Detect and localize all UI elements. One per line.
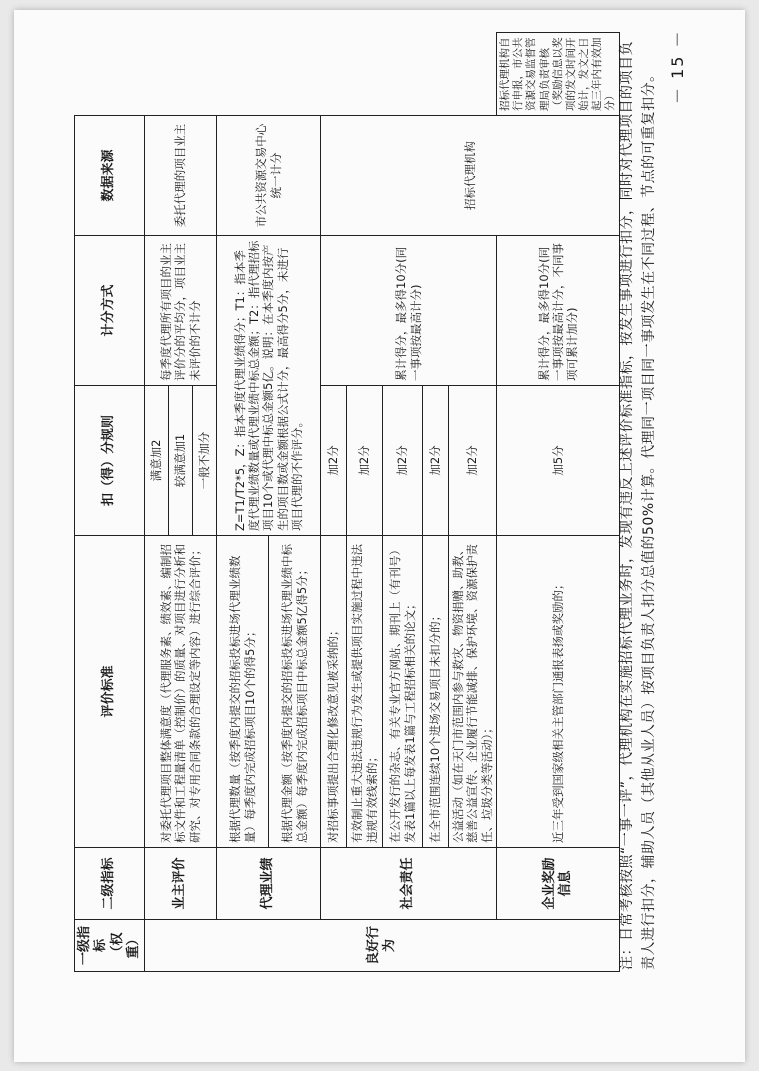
performance-source: 市公共资源交易中心统一计分 xyxy=(217,116,321,236)
social-standard-3: 在公开发行的杂志、有关专业官方网站、期刊上（有刊号）发表1篇以上每发表1篇与工程招标相关的论文； xyxy=(383,536,423,848)
honor-standard: 近三年受到国家级相关主管部门通报表扬或奖励的； xyxy=(497,536,620,848)
header-score-rule: 扣（得）分规则 xyxy=(75,386,145,536)
owner-rule-2: 较满意加1 xyxy=(169,386,193,536)
footnote: 注：日常考核按照“一事一评”，代理机构在实施招标代理业务时，发现有违反上述评价标准指标，按发生事项进行扣分，同时对代理项目的项目负责人进行扣分，辅助人员（其他从业人员）按项目负责人扣分总值的50%计算。代理同一项目同一事项发生在不同过程、节点的可重复扣分。 xyxy=(619,40,657,970)
header-method: 计分方式 xyxy=(75,236,145,386)
header-standard: 评价标准 xyxy=(75,536,145,848)
social-rule-1: 加2分 xyxy=(321,386,347,536)
table-row xyxy=(217,33,269,972)
social-method: 累计得分，最多得10分(同一事项按最高计分) xyxy=(321,236,497,386)
table-row xyxy=(321,33,347,972)
social-rule-4: 加2分 xyxy=(423,386,449,536)
owner-rule-3: 一般不加分 xyxy=(193,386,217,536)
owner-eval-standard: 对委托代理项目整体满意度（代理服务素、绩效素、编制招标文件和工程量清单（控制价）的质量、对项目进行分析和研究、对专用合同条款的合理设定等内容）进行综合评价； xyxy=(145,536,217,848)
evaluation-table xyxy=(74,32,620,972)
social-standard-4: 在全市范围连续10个进场交易项目未扣分的； xyxy=(423,536,449,848)
social-standard-1: 对招标事项提出合理化修改意见被采纳的； xyxy=(321,536,347,848)
header-level1: 一级指标 （权重） xyxy=(75,920,145,972)
rotated-page-content xyxy=(22,20,742,1060)
page-number: － 15 － xyxy=(668,29,687,104)
social-standard-2: 有效制止重大违法违规行为发生或提供项目实施过程中违法违规有效线索的； xyxy=(347,536,383,848)
honor-source: 招标代理机构自行申报，市公共资源交易监督管理局负责审核（奖励信息以奖项的发文时间开始计，发文之日起三年内有效加分） xyxy=(497,33,620,116)
performance-standard-count: 根据代理数量（按季度内提交的招标投标进场代理业绩数量）每季度内完成招标项目10个的得5分； xyxy=(217,536,269,848)
header-source: 数据来源 xyxy=(75,116,145,236)
owner-eval-name: 业主评价 xyxy=(145,848,217,920)
owner-rule-1: 满意加2 xyxy=(145,386,169,536)
social-rule-5: 加2分 xyxy=(449,386,497,536)
table-header-row xyxy=(75,33,145,972)
owner-eval-method: 每季度代理所有项目的业主评价分的平均分，项目业主未评价的不计分 xyxy=(145,236,217,386)
social-rule-3: 加2分 xyxy=(383,386,423,536)
performance-rule: Z=T1/T2*5，Z：指本季度代理业绩得分；T1：指本季度代理业绩数量或代理业绩中标总金额；T2：指代理招标项目10个或代理中标总金额5亿。说明：在本季度内按产生的项目数或金额根据公式计分，最高得分5分，未进行项目代理的不作评分。 xyxy=(217,236,321,536)
social-standard-5: 公益活动（如在天门市范围内参与救灾、物资捐赠、助教、慈善公益宣传、企业履行节能减排、保护环境、资源保护责任、垃圾分类等活动）； xyxy=(449,536,497,848)
owner-eval-source: 委托代理的项目业主 xyxy=(145,116,217,236)
document-page xyxy=(14,10,745,1062)
table-row xyxy=(145,33,169,972)
honor-rule: 加5分 xyxy=(497,386,620,536)
honor-name: 企业奖励信息 xyxy=(497,848,620,920)
social-source: 招标代理机构 xyxy=(321,116,620,236)
header-level2: 二级指标 xyxy=(75,848,145,920)
level1-cell: 良好行为 xyxy=(145,920,620,972)
performance-standard-amount: 根据代理金额（按季度内提交的招标投标进场代理业绩中标总金额）每季度内完成招标项目中标总金额5亿得5分； xyxy=(269,536,321,848)
social-name: 社会责任 xyxy=(321,848,497,920)
social-rule-2: 加2分 xyxy=(347,386,383,536)
performance-name: 代理业绩 xyxy=(217,848,321,920)
honor-method: 累计得分，最多得10分(同一事项按最高计分，不同事项可累计加分) xyxy=(497,236,620,386)
